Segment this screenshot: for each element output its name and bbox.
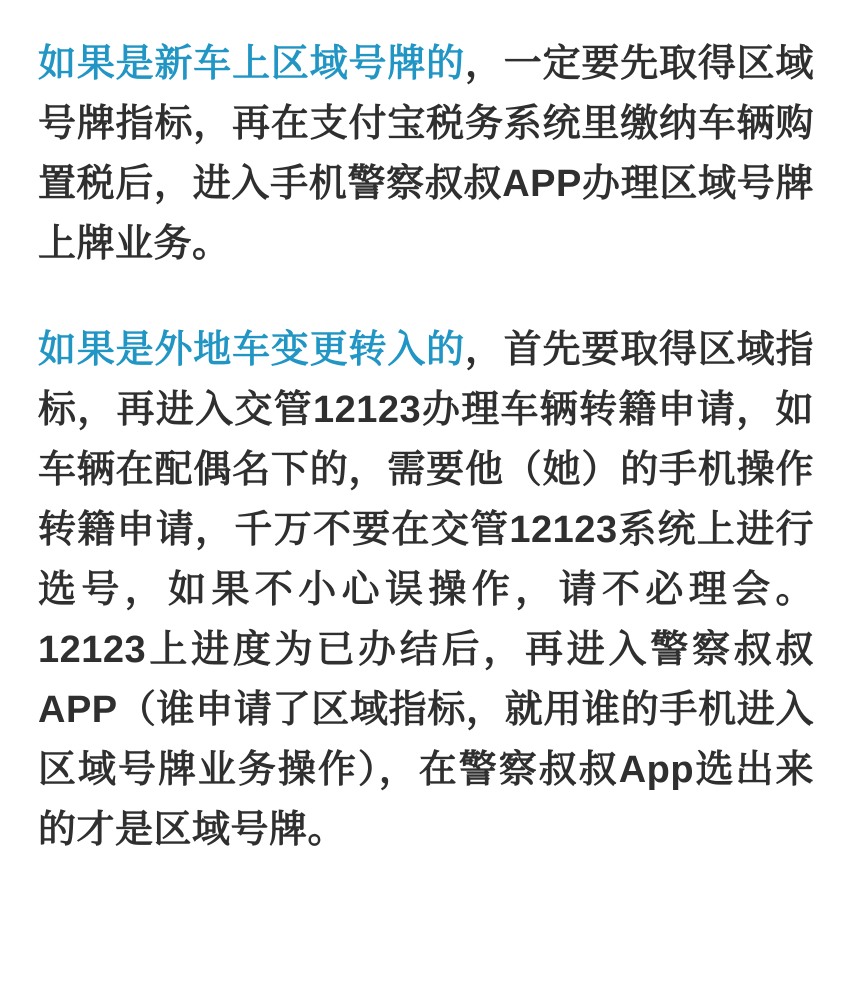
paragraph-new-car-lead: 如果是新车上区域号牌的 [38, 43, 465, 85]
paragraph-transfer-car [38, 320, 814, 860]
paragraph-new-car [38, 34, 814, 274]
paragraph-new-car-body: ，一定要先取得区域号牌指标，再在支付宝税务系统里缴纳车辆购置税后，进入手机警察叔叔APP办理区域号牌上牌业务。 [38, 43, 814, 266]
paragraph-transfer-car-body: ，首先要取得区域指标，再进入交管12123办理车辆转籍申请，如车辆在配偶名下的，需要他（她）的手机操作转籍申请，千万不要在交管12123系统上进行选号，如果不小心误操作，请不必理会。12123上进度为已办结后，再进入警察叔叔APP（谁申请了区域指标，就用谁的手机进入区域号牌业务操作），在警察叔叔App选出来的才是区域号牌。 [38, 329, 814, 852]
paragraph-transfer-car-lead: 如果是外地车变更转入的 [38, 329, 465, 372]
